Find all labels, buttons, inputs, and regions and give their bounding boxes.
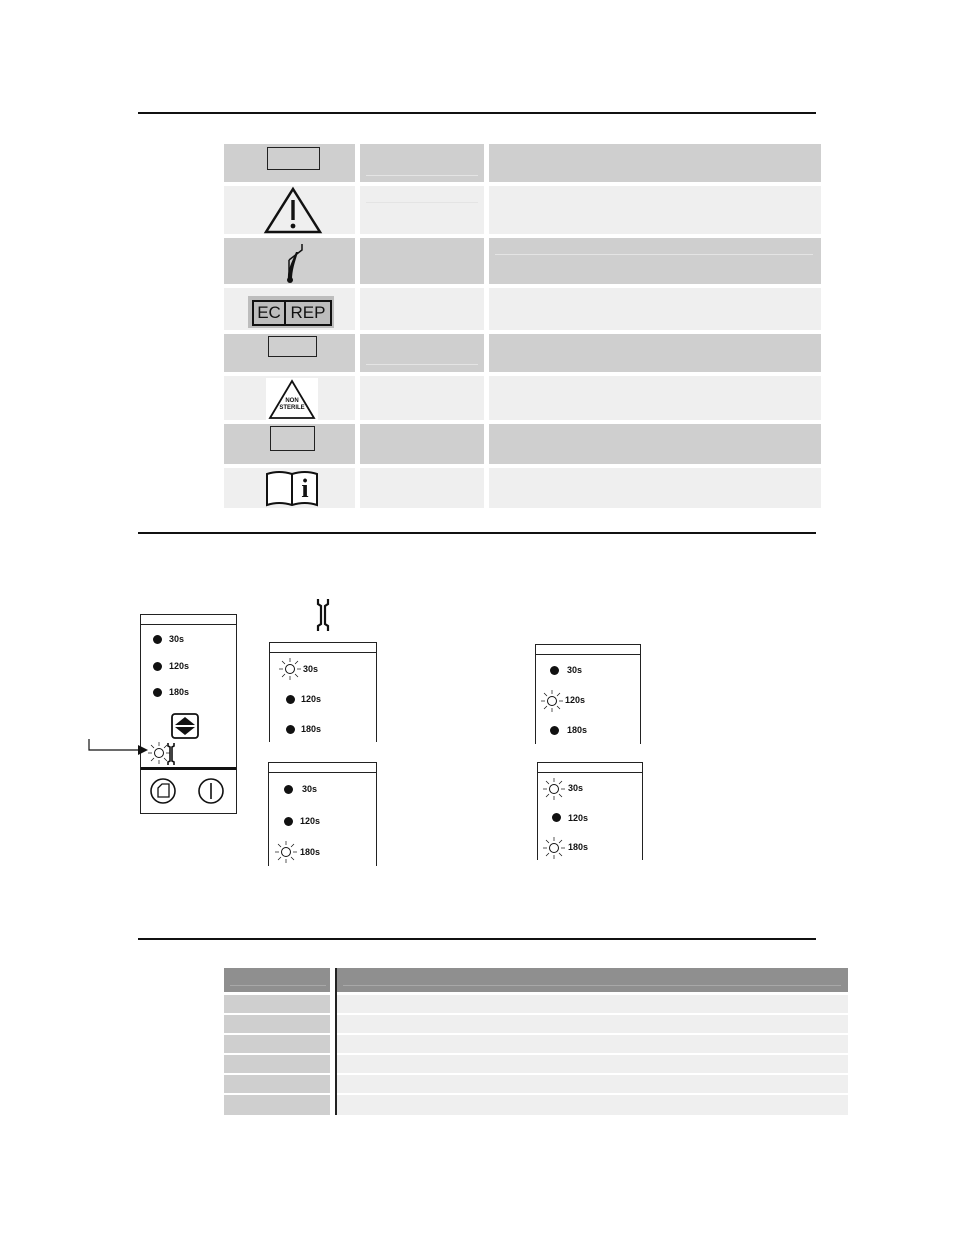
blank-symbol-box: [270, 426, 315, 451]
timer-option-label: 180s: [567, 725, 588, 735]
symbol-row-4-name-cell: [360, 288, 484, 330]
table-row: [224, 995, 330, 1013]
table-header-col-2: [337, 968, 848, 992]
indicator-light: [153, 662, 162, 671]
symbol-row-5-name-cell: [360, 334, 484, 372]
table-header-col-1: [224, 968, 330, 992]
table-row: [224, 1015, 330, 1033]
indicator-light: [550, 726, 559, 735]
blinking-light-icon: [542, 836, 566, 860]
symbol-row-3-desc-cell: [489, 238, 821, 284]
table-row: [224, 1055, 330, 1073]
table-row: [224, 1095, 330, 1115]
symbol-row-8-name-cell: [360, 468, 484, 508]
timer-option-label: 180s: [169, 687, 190, 697]
blank-symbol-box: [267, 147, 320, 170]
table-row: [337, 1035, 848, 1053]
wrench-icon: [315, 598, 331, 632]
indicator-light: [153, 688, 162, 697]
indicator-light: [153, 635, 162, 644]
non-sterile-line1: NON: [285, 398, 299, 404]
symbol-row-2-desc-cell: [489, 186, 821, 234]
section-rule-top: [138, 112, 816, 114]
indicator-light: [552, 813, 561, 822]
timer-option-label: 30s: [169, 634, 185, 644]
symbol-row-4-desc-cell: [489, 288, 821, 330]
symbol-row-1-name-cell: [360, 144, 484, 182]
rep-label: REP: [290, 303, 326, 322]
timer-option-label: 120s: [565, 695, 586, 705]
table-row: [337, 1015, 848, 1033]
indicator-light: [284, 817, 293, 826]
timer-panel-30s-180s-blinking: [537, 762, 643, 860]
blinking-light-icon: [542, 777, 566, 801]
timer-option-label: 30s: [302, 784, 318, 794]
timer-control-panel: [140, 614, 237, 814]
symbol-row-5-desc-cell: [489, 334, 821, 372]
ec-rep-icon: [248, 296, 334, 328]
up-down-select-button[interactable]: [171, 713, 199, 739]
ec-label: EC: [254, 302, 286, 324]
section-rule-middle: [138, 532, 816, 534]
table-row: [337, 1095, 848, 1115]
table-row: [337, 1075, 848, 1093]
power-button[interactable]: [197, 777, 225, 805]
wrench-icon: [166, 742, 176, 766]
callout-arrow: [88, 738, 150, 756]
timer-option-label: 120s: [300, 816, 321, 826]
timer-option-label: 30s: [303, 664, 319, 674]
indicator-light: [550, 666, 559, 675]
indicator-light: [286, 725, 295, 734]
timer-option-label: 30s: [567, 665, 583, 675]
blinking-light-icon: [274, 840, 298, 864]
section-rule-bottom: [138, 938, 816, 940]
non-sterile-icon: [266, 378, 318, 420]
timer-panel-120s-blinking: [535, 644, 641, 744]
start-stop-button[interactable]: [149, 777, 177, 805]
info-letter: i: [301, 474, 309, 503]
timer-option-label: 180s: [568, 842, 589, 852]
timer-panel-180s-blinking: [268, 762, 377, 866]
table-row: [224, 1075, 330, 1093]
timer-option-label: 180s: [301, 724, 322, 734]
blinking-light-icon: [540, 689, 564, 713]
timer-panel-30s-blinking: [269, 642, 377, 742]
symbol-row-2-name-cell: [360, 186, 484, 234]
timer-option-label: 120s: [301, 694, 322, 704]
consult-instructions-icon: [264, 470, 320, 508]
table-row: [224, 1035, 330, 1053]
table-row: [337, 1055, 848, 1073]
indicator-light: [284, 785, 293, 794]
symbol-row-8-desc-cell: [489, 468, 821, 508]
symbol-row-6-name-cell: [360, 376, 484, 420]
blank-symbol-box: [268, 336, 317, 357]
symbol-row-7-name-cell: [360, 424, 484, 464]
indicator-light: [286, 695, 295, 704]
caution-triangle-icon: [263, 186, 323, 234]
timer-option-label: 120s: [169, 661, 190, 671]
temperature-limit-icon: [280, 240, 310, 284]
timer-option-label: 180s: [300, 847, 321, 857]
symbol-row-7-desc-cell: [489, 424, 821, 464]
blinking-light-icon: [278, 657, 302, 681]
table-row: [337, 995, 848, 1013]
timer-option-label: 30s: [568, 783, 584, 793]
symbol-row-6-desc-cell: [489, 376, 821, 420]
symbol-row-1-desc-cell: [489, 144, 821, 182]
timer-option-label: 120s: [568, 813, 589, 823]
non-sterile-line2: STERILE: [279, 405, 305, 411]
symbol-row-3-name-cell: [360, 238, 484, 284]
